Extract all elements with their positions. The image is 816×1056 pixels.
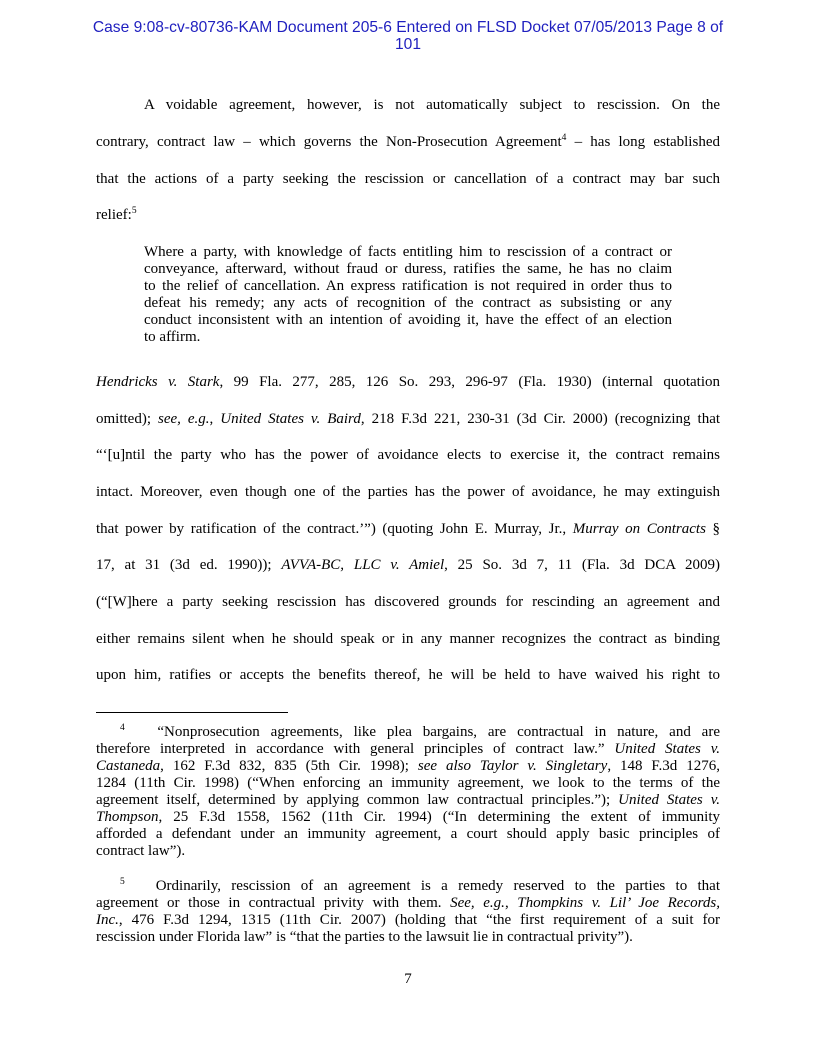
- footnote-4-line: contract law”).: [96, 843, 186, 859]
- footnote-5-line: rescission under Florida law” is “that the parties to the lawsuit lie in contractual privity”).: [96, 929, 633, 945]
- footnote-5-line: $^5$ Ordinarily, rescission of an agreement is a remedy reserved to the parties to that: [120, 877, 721, 894]
- footnote-ref: 5: [131, 206, 137, 216]
- body-line: omitted); see, e.g., United States v. Baird, 218 F.3d 221, 230-31 (3d Cir. 2000) (recognizing that: [96, 411, 721, 427]
- block-quote-line: Where a party, with knowledge of facts entitling him to rescission of a contract or: [144, 244, 672, 260]
- body-line: intact. Moreover, even though one of the parties has the power of avoidance, he may extinguish: [96, 484, 720, 500]
- footnote-4-line: agreement itself, determined by applying common law contractual principles.”); United States v.: [96, 792, 720, 808]
- docket-header: [60, 19, 756, 53]
- body-line: relief:$^5$: [96, 206, 137, 223]
- body-line: contrary, contract law – which governs the Non-Prosecution Agreement$^4$ – has long established: [96, 133, 720, 150]
- footnote-4-line: afforded a defendant under an immunity agreement, a court should apply basic principles of: [96, 826, 720, 842]
- page-total: 101: [394, 36, 422, 53]
- footnote-separator: [96, 712, 288, 713]
- footnote-5-line: Inc., 476 F.3d 1294, 1315 (11th Cir. 2007) (holding that “the first requirement of a suit for: [96, 912, 720, 928]
- footnote-number: 4: [120, 723, 125, 733]
- page-number: 7: [404, 971, 412, 987]
- body-line: that power by ratification of the contract.’”) (quoting John E. Murray, Jr., Murray on Contracts §: [96, 521, 721, 537]
- body-line: that the actions of a party seeking the rescission or cancellation of a contract may bar such: [96, 171, 720, 187]
- footnote-number: 5: [120, 877, 125, 887]
- block-quote-line: defeat his remedy; any acts of recognition of the contract as subsisting or any: [144, 295, 672, 311]
- entered-date: Entered on FLSD Docket 07/05/2013: [396, 19, 653, 36]
- footnote-5-line: agreement or those in contractual privity with them. See, e.g., Thompkins v. Lil’ Joe Records,: [96, 895, 720, 911]
- body-line: “‘[u]ntil the party who has the power of avoidance elects to exercise it, the contract remains: [96, 447, 720, 463]
- footnote-4-line: 1284 (11th Cir. 1998) (“When enforcing an immunity agreement, we look to the terms of the: [96, 775, 720, 791]
- block-quote-line: to affirm.: [144, 329, 201, 345]
- page-of: Page 8 of: [656, 19, 724, 36]
- footnote-4-line: therefore interpreted in accordance with general principles of contract law.” United States v.: [96, 741, 721, 757]
- document-number: Document 205-6: [276, 19, 392, 36]
- block-quote-line: conveyance, afterward, without fraud or duress, ratifies the same, he has no claim: [144, 261, 672, 277]
- body-line: upon him, ratifies or accepts the benefits thereof, he will be held to have waived his right to: [96, 667, 720, 683]
- body-line: 17, at 31 (3d ed. 1990)); AVVA-BC, LLC v. Amiel, 25 So. 3d 7, 11 (Fla. 3d DCA 2009): [96, 557, 720, 573]
- footnote-4-line: $^4$ “Nonprosecution agreements, like plea bargains, are contractual in nature, and are: [120, 723, 720, 740]
- body-line: either remains silent when he should speak or in any manner recognizes the contract as binding: [96, 631, 720, 647]
- footnote-4-line: Castaneda, 162 F.3d 832, 835 (5th Cir. 1998); see also Taylor v. Singletary, 148 F.3d 1276,: [96, 758, 720, 774]
- footnote-4-line: Thompson, 25 F.3d 1558, 1562 (11th Cir. 1994) (“In determining the extent of immunity: [96, 809, 720, 825]
- block-quote-line: conduct inconsistent with an intention of avoiding it, have the effect of an election: [144, 312, 672, 328]
- body-line: A voidable agreement, however, is not automatically subject to rescission. On the: [144, 97, 720, 113]
- block-quote-line: to the relief of cancellation. An express ratification is not required in order thus to: [144, 278, 672, 294]
- case-number: Case 9:08-cv-80736-KAM: [92, 19, 273, 36]
- body-line: Hendricks v. Stark, 99 Fla. 277, 285, 126 So. 293, 296-97 (Fla. 1930) (internal quotation: [96, 374, 720, 390]
- footnote-ref: 4: [561, 133, 567, 143]
- body-line: (“[W]here a party seeking rescission has discovered grounds for rescinding an agreement and: [96, 594, 720, 610]
